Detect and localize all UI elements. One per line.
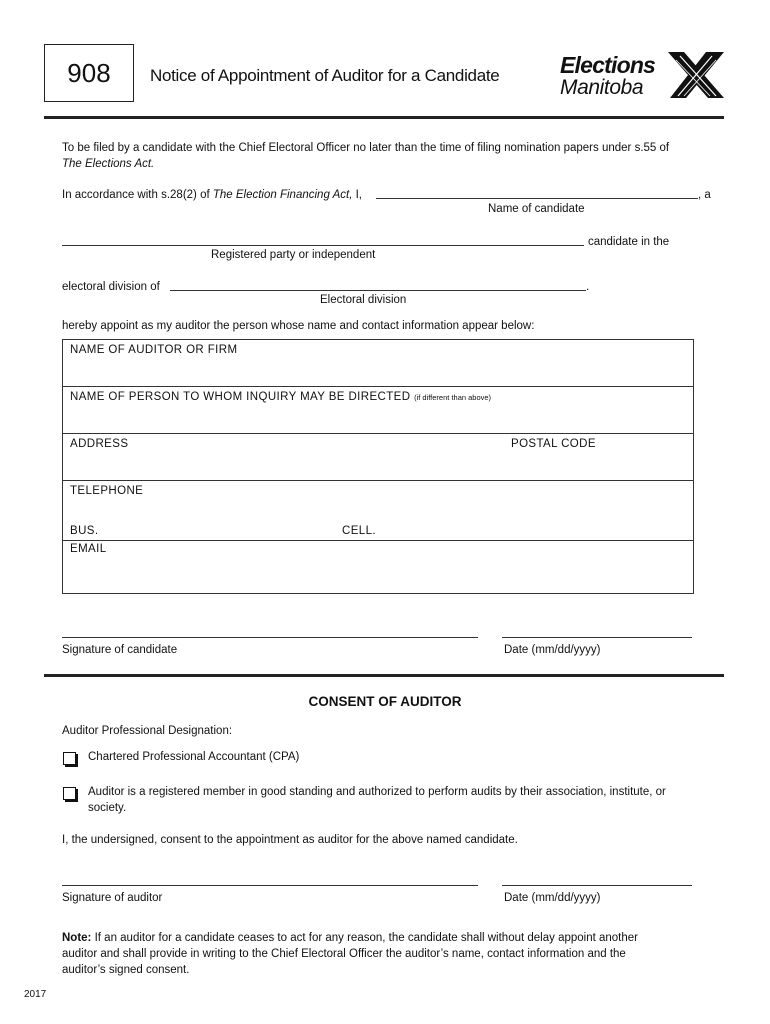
accordance-statement <box>62 187 362 203</box>
accordance-suffix: I, <box>352 189 363 201</box>
note-line2: auditor and shall provide in writing to the Chief Electoral Officer the auditor’s name, contact information and the <box>62 948 626 960</box>
candidate-date-label: Date (mm/dd/yyyy) <box>504 644 601 656</box>
form-year: 2017 <box>24 989 47 1000</box>
bus-phone-label: BUS. <box>70 525 99 537</box>
cpa-checkbox[interactable] <box>63 752 76 765</box>
email-row[interactable] <box>63 541 693 593</box>
auditor-date-field[interactable] <box>502 885 692 886</box>
header-divider <box>44 116 724 119</box>
designation-label: Auditor Professional Designation: <box>62 725 233 737</box>
auditor-name-label: NAME OF AUDITOR OR FIRM <box>70 344 238 356</box>
accordance-end: , a <box>698 189 711 201</box>
electoral-division-field[interactable] <box>170 290 586 291</box>
appoint-statement: hereby appoint as my auditor the person whose name and contact information appear below: <box>62 320 535 332</box>
candidate-signature-field[interactable] <box>62 637 478 638</box>
division-prefix: electoral division of <box>62 281 160 293</box>
logo-text-elections: Elections <box>560 52 656 78</box>
inquiry-person-text: NAME OF PERSON TO WHOM INQUIRY MAY BE DIRECTED <box>70 391 411 403</box>
elections-manitoba-logo <box>556 50 726 100</box>
party-label: Registered party or independent <box>211 249 376 261</box>
consent-divider <box>44 674 724 677</box>
auditor-info-table <box>62 339 694 594</box>
telephone-label: TELEPHONE <box>70 485 144 497</box>
logo-text-manitoba: Manitoba <box>560 76 644 99</box>
filing-text: To be filed by a candidate with the Chief Electoral Officer no later than the time of filing nomination papers under s.55 of <box>62 142 670 154</box>
division-label: Electoral division <box>320 294 407 306</box>
address-row[interactable] <box>63 434 693 481</box>
registered-member-checkbox[interactable] <box>63 787 76 800</box>
note-line3: auditor’s signed consent. <box>62 964 190 976</box>
note-line1: If an auditor for a candidate ceases to act for any reason, the candidate shall without delay appoint another <box>91 932 638 944</box>
candidate-signature-label: Signature of candidate <box>62 644 178 656</box>
registered-member-line2: society. <box>88 802 127 814</box>
filing-instructions <box>62 140 722 172</box>
cpa-option-label: Chartered Professional Accountant (CPA) <box>88 751 300 763</box>
cell-phone-label: CELL. <box>342 525 376 537</box>
accordance-prefix: In accordance with s.28(2) of <box>62 189 213 201</box>
inquiry-person-note: (if different than above) <box>414 393 492 402</box>
inquiry-person-label <box>70 391 491 403</box>
auditor-signature-label: Signature of auditor <box>62 892 163 904</box>
party-suffix: candidate in the <box>588 236 670 248</box>
note-heading: Note: <box>62 932 92 944</box>
filing-act-name: The Elections Act. <box>62 158 155 170</box>
candidate-name-field[interactable] <box>376 198 698 199</box>
form-title: Notice of Appointment of Auditor for a Candidate <box>150 66 500 85</box>
registered-member-line1: Auditor is a registered member in good standing and authorized to perform audits by their association, institute, or <box>88 786 666 798</box>
address-label: ADDRESS <box>70 438 129 450</box>
auditor-name-row[interactable] <box>63 340 693 387</box>
auditor-date-label: Date (mm/dd/yyyy) <box>504 892 601 904</box>
telephone-row[interactable] <box>63 481 693 541</box>
form-number: 908 <box>44 44 134 102</box>
postal-code-label: POSTAL CODE <box>511 438 596 450</box>
logo-x-mark-icon <box>666 50 726 100</box>
division-end: . <box>586 281 590 293</box>
auditor-signature-field[interactable] <box>62 885 478 886</box>
party-field[interactable] <box>62 245 584 246</box>
registered-member-option-label <box>88 784 728 816</box>
candidate-date-field[interactable] <box>502 637 692 638</box>
inquiry-person-row[interactable] <box>63 387 693 434</box>
candidate-name-label: Name of candidate <box>488 203 585 215</box>
email-label: EMAIL <box>70 543 107 555</box>
replacement-note <box>62 930 722 978</box>
accordance-act-name: The Election Financing Act, <box>212 189 353 201</box>
consent-title: CONSENT OF AUDITOR <box>308 694 462 709</box>
consent-statement: I, the undersigned, consent to the appointment as auditor for the above named candidate. <box>62 834 518 846</box>
